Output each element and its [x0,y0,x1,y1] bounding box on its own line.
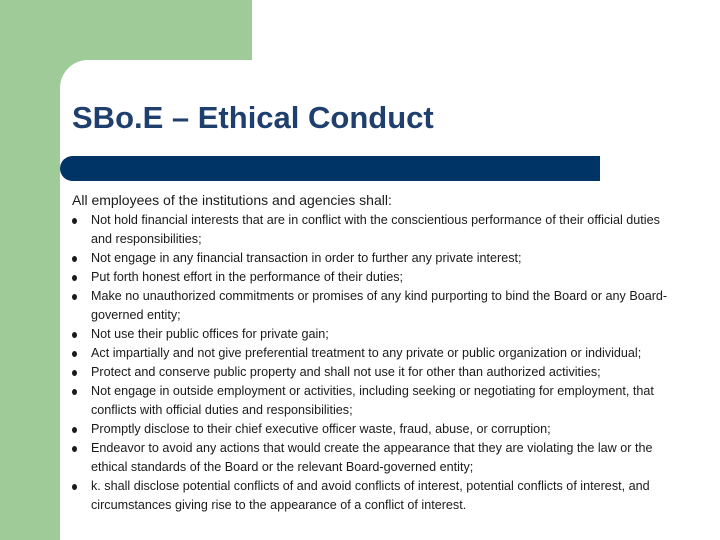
bullet-icon [72,484,77,490]
bullet-icon [72,351,77,357]
list-item [72,420,672,439]
list-item [72,382,672,420]
list-item-text: Protect and conserve public property and shall not use it for other than authorized activities; [91,365,601,379]
title-underline-bar [60,156,600,181]
list-item-text: Act impartially and not give preferential treatment to any private or public organization or individual; [91,346,642,360]
bullet-icon [72,389,77,395]
list-item [72,287,672,325]
list-item [72,477,672,515]
bullet-icon [72,256,77,262]
list-item [72,249,672,268]
list-item-text: Not engage in outside employment or activities, including seeking or negotiating for employment, that conflicts with official duties and responsibilities; [91,384,654,417]
list-item-text: k. shall disclose potential conflicts of and avoid conflicts of interest, potential conflicts of interest, and circumstances giving rise to the appearance of a conflict of interest. [91,479,650,512]
bullet-icon [72,332,77,338]
list-item [72,325,672,344]
list-item [72,363,672,382]
intro-text: All employees of the institutions and agencies shall: [72,192,392,208]
bullet-icon [72,370,77,376]
bullet-icon [72,218,77,224]
bullet-icon [72,294,77,300]
list-item-text: Put forth honest effort in the performance of their duties; [91,270,403,284]
list-item-text: Make no unauthorized commitments or promises of any kind purporting to bind the Board or any Board-governed entity; [91,289,668,322]
list-item-text: Not hold financial interests that are in conflict with the conscientious performance of their official duties and responsibilities; [91,213,660,246]
list-item [72,211,672,249]
list-item [72,268,672,287]
slide-title: SBo.E – Ethical Conduct [72,100,434,135]
list-item-text: Promptly disclose to their chief executive officer waste, fraud, abuse, or corruption; [91,422,551,436]
list-item-text: Not engage in any financial transaction in order to further any private interest; [91,251,522,265]
list-item-text: Endeavor to avoid any actions that would create the appearance that they are violating the law or the ethical standards of the Board or the relevant Board-governed entity; [91,441,653,474]
list-item [72,439,672,477]
bullet-icon [72,427,77,433]
list-item-text: Not use their public offices for private gain; [91,327,329,341]
list-item [72,344,672,363]
bullet-icon [72,275,77,281]
bullet-list [72,211,672,515]
bullet-icon [72,446,77,452]
